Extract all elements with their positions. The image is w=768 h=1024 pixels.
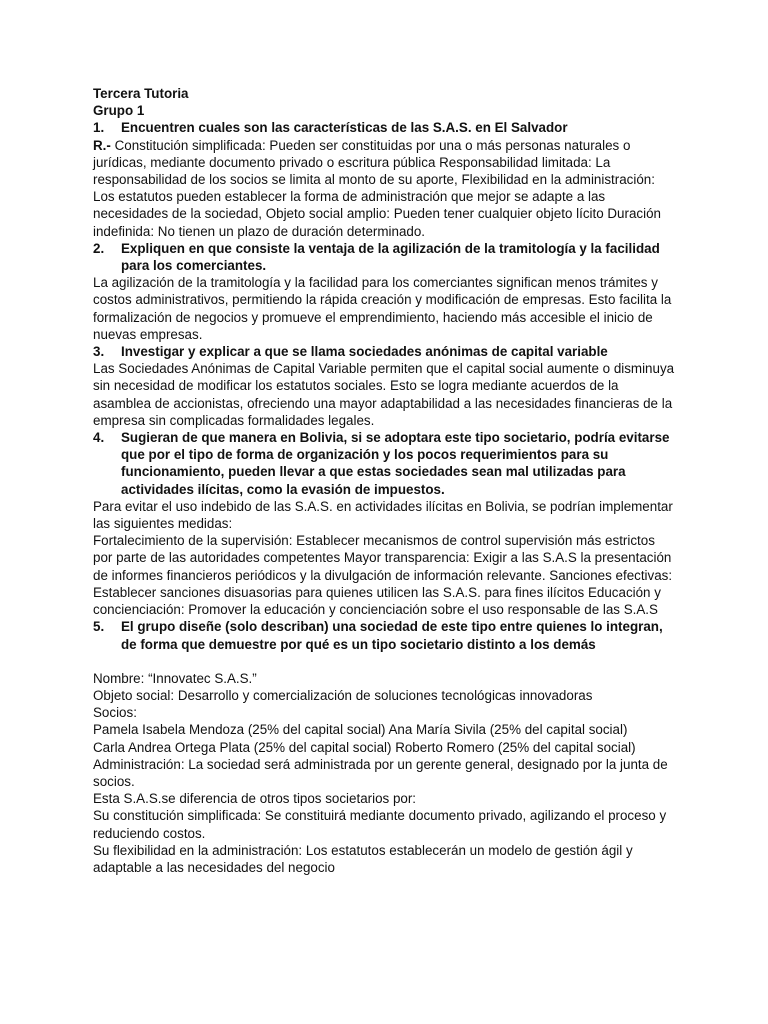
question-text: El grupo diseñe (solo describan) una sociedad de este tipo entre quienes lo integran, de forma que demuestre por qué es un tipo societario distinto a los demás xyxy=(121,619,663,652)
partners-line-1: Pamela Isabela Mendoza (25% del capital social) Ana María Sivila (25% del capital social) xyxy=(93,722,628,738)
question-5 xyxy=(93,618,675,652)
document-page xyxy=(93,85,675,876)
partners-label: Socios: xyxy=(93,705,137,721)
question-text: Expliquen en que consiste la ventaja de la agilización de la tramitología y la facilidad para los comerciantes. xyxy=(121,240,660,274)
answer-4-intro: Para evitar el uso indebido de las S.A.S. en actividades ilícitas en Bolivia, se podrían implementar las siguientes medidas: xyxy=(93,498,673,532)
question-number: 2. xyxy=(93,240,105,256)
answer-prefix: R.- xyxy=(93,137,111,153)
difference-flexibility: Su flexibilidad en la administración: Los estatutos establecerán un modelo de gestión ágil y adaptable a las necesidades del negocio xyxy=(93,842,633,875)
question-number: 1. xyxy=(93,120,105,136)
company-object: Objeto social: Desarrollo y comercialización de soluciones tecnológicas innovadoras xyxy=(93,687,593,703)
company-name: Nombre: “Innovatec S.A.S.” xyxy=(93,670,257,686)
partners-line-2: Carla Andrea Ortega Plata (25% del capital social) Roberto Romero (25% del capital social) xyxy=(93,739,636,755)
question-text: Sugieran de que manera en Bolivia, si se adoptara este tipo societario, podría evitarse que por el tipo de forma de organización y los pocos requerimientos para su funcionamiento, pueden llevar a que estas sociedades sean mal utilizadas para actividades ilícitas, como la evasión de impuestos. xyxy=(121,430,670,497)
question-text: Encuentren cuales son las características de las S.A.S. en El Salvador xyxy=(121,120,568,136)
answer-4-measures: Fortalecimiento de la supervisión: Establecer mecanismos de control supervisión más estrictos por parte de las autoridades competentes Mayor transparencia: Exigir a las S.A.S la presentación de informes financieros periódicos y la divulgación de información relevante. Sanciones efectivas: Establecer sanciones disuasorias para quienes utilicen las S.A.S. para fines ilícitos Educación y concienciación: Promover la educación y concienciación sobre el uso responsable de las S.A.S xyxy=(93,533,673,618)
answer-3: Las Sociedades Anónimas de Capital Variable permiten que el capital social aumente o disminuya sin necesidad de modificar los estatutos sociales. Esto se logra mediante acuerdos de la asamblea de accionistas, ofreciendo una mayor adaptabilidad a las necesidades financieras de la empresa sin complicadas formalidades legales. xyxy=(93,361,675,428)
question-2 xyxy=(93,240,675,274)
question-3 xyxy=(93,343,675,360)
answer-2: La agilización de la tramitología y la facilidad para los comerciantes significan menos trámites y costos administrativos, permitiendo la rápida creación y modificación de empresas. Esto facilita la formalización de negocios y promueve el emprendimiento, haciendo más accesible el inicio de nuevas empresas. xyxy=(93,275,672,342)
question-number: 4. xyxy=(93,430,105,446)
answer-1 xyxy=(93,137,675,240)
group-label: Grupo 1 xyxy=(93,103,145,119)
question-text: Investigar y explicar a que se llama sociedades anónimas de capital variable xyxy=(121,344,608,360)
question-4 xyxy=(93,429,675,498)
question-1 xyxy=(93,119,675,136)
blank-line xyxy=(93,653,675,670)
answer-text: Constitución simplificada: Pueden ser constituidas por una o más personas naturales o jurídicas, mediante documento privado o escritura pública Responsabilidad limitada: La responsabilidad de los socios se limita al monto de su aporte, Flexibilidad en la administración: Los estatutos pueden establecer la forma de administración que mejor se adapte a las necesidades de la sociedad, Objeto social amplio: Pueden tener cualquier objeto lícito Duración indefinida: No tienen un plazo de duración determinado. xyxy=(93,137,661,239)
difference-constitution: Su constitución simplificada: Se constituirá mediante documento privado, agilizando el proceso y reduciendo costos. xyxy=(93,808,667,841)
question-number: 5. xyxy=(93,619,105,635)
administration: Administración: La sociedad será administrada por un gerente general, designado por la junta de socios. xyxy=(93,756,668,789)
document-title: Tercera Tutoria xyxy=(93,86,189,101)
question-number: 3. xyxy=(93,344,105,360)
differences-intro: Esta S.A.S.se diferencia de otros tipos societarios por: xyxy=(93,791,417,807)
